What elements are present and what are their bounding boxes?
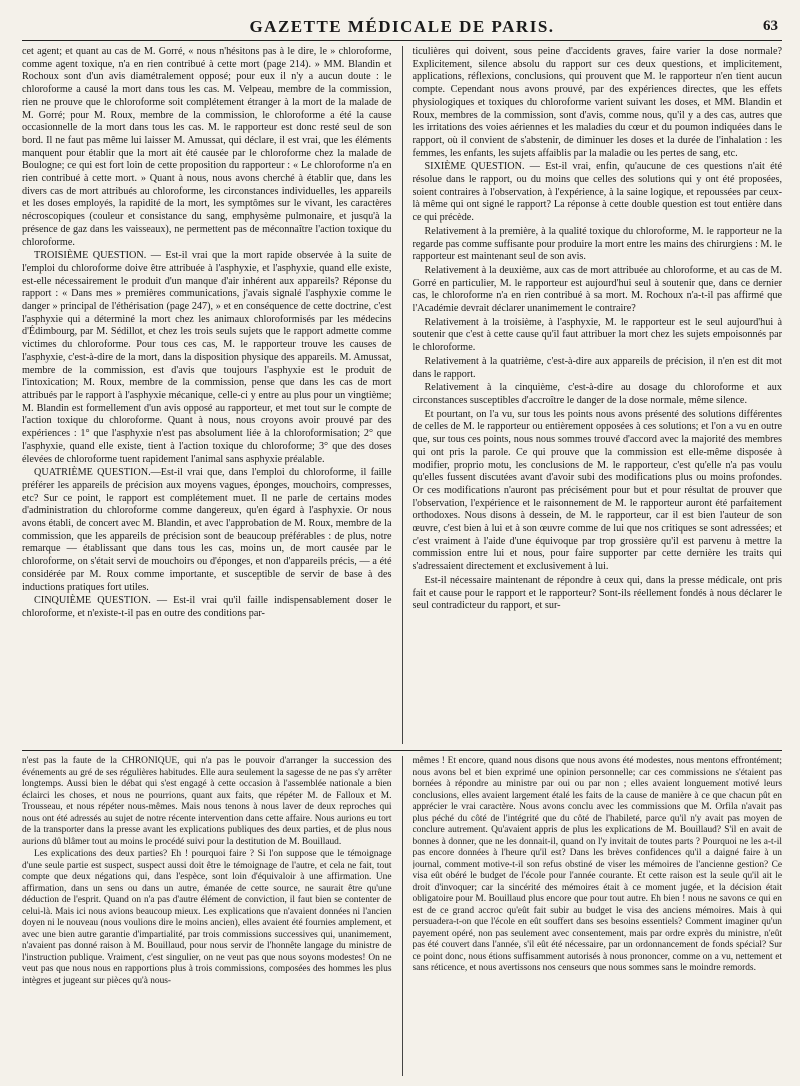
feuilleton-separator [22, 750, 782, 751]
chronique-section [22, 756, 782, 1076]
upper-right-column [413, 46, 783, 744]
paragraph: CINQUIÈME QUESTION. — Est-il vrai qu'il faille indispensablement doser le chloroforme, et n'existe-t-il pas en outre des conditions par- [22, 595, 392, 619]
page-number: 63 [763, 18, 778, 34]
column-divider [402, 46, 403, 744]
paragraph: Relativement à la première, à la qualité toxique du chloroforme, M. le rapporteur ne la regarde pas comme suffisante pour produire la mort entre les mains des chirurgiens : M. le rapporteur est maintenant seul de son avis. [412, 225, 782, 263]
paragraph: TROISIÈME QUESTION. — Est-il vrai que la mort rapide observée à la suite de l'emploi du chloroforme doive être attribuée à l'asphyxie, et l'asphyxie, quand elle existe, est-elle nécessairement le produit d'un manque d'air inhérent aux appareils? Réponse du rapport : « Dans mes » premières communications, j'avais signalé l'asphyxie comme le danger » principal de l'éthérisation (page 247), » et en conséquence de cette doctrine, c'est l'asphyxie qui a déterminé la mort chez les animaux chloroformisés par les médecins d'Édimbourg, par M. Sédillot, et chez les trois seuls sujets que le rapport admette comme victimes du chloroforme. Pour tous ces cas, M. le rapporteur trouve les causes de l'asphyxie, c'est-à-dire de la mort, dans la disposition physique des appareils. M. Amussat, membre de la commission, est d'avis que toujours l'asphyxie est le produit de l'intoxication; M. Roux, membre de la commission, pense que dans les cas de mort attribués par le rapport à l'asphyxie mécanique, celle-ci y entre au plus pour un vingtième; M. Blandin est formellement d'un avis opposé au rapporteur, et met tout sur le compte de l'action toxique du chloroforme. Quant à nous, nous croyons avoir prouvé par des expériences : 1° que l'asphyxie n'est pas absolument liée à la chloroformisation; 2° que l'asphyxie, quand elle existe, tient à l'action toxique du chloroforme; 3° que des doses élevées de chloroforme tuent rapidement l'animal sans asphyxie préalable. [22, 250, 392, 465]
paragraph: Relativement à la quatrième, c'est-à-dire aux appareils de précision, il n'en est dit mot dans le rapport. [412, 355, 782, 380]
paragraph: mêmes ! Et encore, quand nous disons que nous avons été modestes, nous mentons effrontément; nous avons bel et bien exprimé une opinion personnelle; car ces commissions ne s'étaient pas bornées à répondre au ministre par oui ou par non ; elles avaient longuement motivé leurs conclusions, elles avaient largement étalé les faits de la cause de manière à ce que chacun pût en apprécier le vrai caractère. Nous avons conclu avec les commissions que M. Orfila n'avait pas plus péché du côté de l'intégrité que du côté de l'habileté, parce qu'il n'y avait pas moyen de conclure autrement. Qu'avaient appris de plus les explications de M. Bouillaud? S'il en avait de bonnes à donner, que ne les donnait-il, quand on l'y invitait de toutes parts ? Pourquoi ne les a-t-il pas encore données à l'heure qu'il est? Dans les brèves confidences qu'il a daigné faire à un journal, comment motive-t-il son refus obstiné de viser les mémoires de l'ancienne gestion? Ce visa eût obéré le budget de l'école pour l'année courante. Et cette raison est la seule qu'il ait le droit d'invoquer; car la sincérité des mémoires était à ce moment jugée, et la décision était obligatoire pour M. Bouillaud plus encore que pour tout autre. Eh bien ! nous ne savons ce qui en est de ce grand accroc qu'eût fait subir au budget le visa des anciens mémoires. Mais à qui persuadera-t-on que l'école en eût souffert dans ses besoins essentiels? Comment imaginer qu'un payement opéré, non pas seulement avec consentement, mais par ordre exprès du ministre, n'eût pas été couvert dans l'année, s'il eût été nécessaire, par un ordonnancement de fonds spécial? Sur ce point donc, nous étions suffisamment autorisés à nous prononcer, comme on a vu, nettement et sans réticence, et nous avertissons nos censeurs que nous sommes sans le moindre remords. [412, 756, 782, 973]
upper-left-column [22, 46, 392, 744]
paragraph: Relativement à la cinquième, c'est-à-dire au dosage du chloroforme et aux circonstances susceptibles d'accroître le danger de la dose normale, même silence. [412, 382, 782, 406]
paragraph: SIXIÈME QUESTION. — Est-il vrai, enfin, qu'aucune de ces questions n'ait été résolue dans le rapport, ou du moins que celles des solutions qui y ont été proposées, soient contraires à l'observation, à l'expérience, à la saine logique, et repoussées par ceux-là même qui ont signé le rapport? La réponse à cette double question est tout entière dans ce qui précède. [412, 161, 782, 224]
paragraph: n'est pas la faute de la CHRONIQUE, qui n'a pas le pouvoir d'arranger la succession des événements au gré de ses régulières habitudes. Elle aura seulement la sagesse de ne pas s'y arrêter longtemps. Aussi bien le débat qui s'est engagé à cette occasion à l'assemblée nationale a bien éclairci les choses, et nous ne pourrions, quant aux faits, que répéter M. de Falloux et M. Trousseau, et nous répéter nous-mêmes. Mais nous tenons à nous laver de deux reproches qui nous ont été adressés au sujet de notre récente intervention dans cette affaire. Nous aurions eu tort de la transporter dans la presse avant les explications publiques des deux parties, et de plus nous aurions dû blâmer tout au moins le procédé suivi pour la destitution de M. Bouillaud. [22, 756, 392, 847]
paragraph: Relativement à la deuxième, aux cas de mort attribuée au chloroforme, et au cas de M. Gorré en particulier, M. le rapporteur est aujourd'hui seul à soutenir que, dans ce dernier cas, le chloroforme n'a en rien contribué à sa mort. M. Rochoux n'a-t-il pas affirmé que l'Académie devrait déclarer unanimement le contraire? [412, 264, 782, 315]
paragraph: ticulières qui doivent, sous peine d'accidents graves, faire varier la dose normale? Explicitement, silence absolu du rapport sur ces deux questions, et implicitement, applications, réflexions, conclusions, qui prouvent que M. le rapporteur n'en tient aucun compte. Cependant nous avons prouvé, par des expériences directes, que les effets physiologiques et toxiques du chloroforme varient suivant les doses, et MM. Blandin et Roux, membres de la commission, sont d'avis, comme nous, qu'il y a des cas, autres que les irritations des voies aériennes et les maladies du cœur et du poumon indiquées dans le rapport, où il convient de s'abstenir, de diminuer les doses et la durée de l'inhalation : les femmes, les enfants, les sujets affaiblis par la maladie ou les pertes de sang, etc. [412, 46, 782, 159]
lower-right-column [413, 756, 783, 1076]
paragraph: cet agent; et quant au cas de M. Gorré, « nous n'hésitons pas à le dire, le » chloroforme, comme agent toxique, n'a en rien contribué à cette mort (page 214). » MM. Blandin et Rochoux sont d'un avis diamétralement opposé; pour eux il n'y a aucun doute : le chloroforme a causé la mort dans tous les cas. M. Velpeau, membre de la commission, rien ne prouve que le chloroforme soit complétement étranger à la mort de la malade de M. Gorré; pour M. Roux, membre de la commission, le chloroforme a été la cause occasionnelle de la mort dans tous les cas. M. le rapporteur est donc resté seul de son bord. Il ne faut pas même lui laisser M. Amussat, qui déclare, il est vrai, que les éléments manquent pour établir que la mort ait été causée par le chloroforme chez la malade de Boulogne; ce qui est fort loin de cette proposition du rapporteur : « Le chloroforme n'a en rien contribué à cette mort. » Quant à nous, nous avons cherché à établir que, dans les divers cas de mort attribués au chloroforme, les circonstances individuelles, les appareils et les doses employés, la rapidité de la mort, les symptômes sur le vivant, les caractères nécroscopiques (couleur et consistance du sang, emphysème pulmonaire, et jusqu'à la présence de gaz dans les vaisseaux), ne permettent pas de méconnaître l'action toxique du chloroforme. [22, 46, 392, 248]
paragraph: Les explications des deux parties? Eh ! pourquoi faire ? Si l'on suppose que le témoignage d'une seule partie est suspect, suspect aussi doit être le témoignage de l'autre, et cela ne fait, tout compte que deux négations qui, dans l'espèce, sont loin d'équivaloir à une affirmation. Une affirmation, dans un sens ou dans un autre, émanée de cette source, ne saurait être qu'une déduction de l'esprit. Quand on n'a pas d'autre élément de conviction, il faut bien se contenter de celui-là. Mais ici nous avions beaucoup mieux. Les explications que n'avaient données ni l'ancien doyen ni le nouveau (nous voulions dire le moins ancien), elles avaient été fournies amplement, et avec une bien autre garantie d'impartialité, par trois commissions successives qui, unanimement, n'avaient pas donné raison à M. Bouillaud, pour nous servir de l'honnête langage du ministre de l'instruction publique. Vraiment, c'est singulier, on ne veut pas que nous soyons modestes! On ne veut pas que nous nous en rapportions plus à trois commissions, composées des hommes les plus intègres et jugeant sur pièces qu'à nous- [22, 849, 392, 986]
paragraph: Relativement à la troisième, à l'asphyxie, M. le rapporteur est le seul aujourd'hui à soutenir que c'est à cette cause qu'il faut attribuer la mort chez les sujets empoisonnés par le chloroforme. [412, 316, 782, 354]
paragraph: Et pourtant, on l'a vu, sur tous les points nous avons présenté des solutions différentes de celles de M. le rapporteur ou entièrement opposées à ces solutions; et l'on a vu en outre que, sur tous ces points, nous nous sommes trouvé d'accord avec la majorité des membres qui ont pris la parole. Ce qui prouve que la commission est elle-même disposée à modifier, proprio motu, les conclusions de M. le rapporteur, c'est qu'elle n'a pas voulu qu'elles fussent discutées avant d'avoir subi des modifications plus ou moins profondes. Or ces modifications n'auront pas précisément pour but et pour résultat de prouver que l'observation, l'expérience et le raisonnement de M. le rapporteur auront été parfaitement orthodoxes. Nous disons à dessein, de M. le rapporteur, car il est bien l'auteur de son œuvre, c'est bien à lui et à son œuvre comme de lui que nos critiques se sont adressées; et c'est vraiment à l'aide d'une équivoque par trop grossière qu'il est parvenu à mettre la commission entre lui et nous, pour faire supporter par cette dernière les traits qui s'adressaient directement et exclusivement à lui. [412, 408, 782, 573]
lower-left-column [22, 756, 392, 1076]
paragraph: QUATRIÈME QUESTION.—Est-il vrai que, dans l'emploi du chloroforme, il faille préférer les appareils de précision aux moyens vagues, éponges, mouchoirs, compresses, etc? Sur ce point, le rapport est complétement muet. Il ne parle de certains modes d'administration du chloroforme comme dangereux, qu'en égard à l'asphyxie. Or nous avons établi, de concert avec M. Blandin, et avec l'approbation de M. Roux, membre de la commission, que les appareils de précision sont de beaucoup préférables : de plus, notre remarque — établissant que dans tous les cas, moins un, de mort causée par le chloroforme, on s'était servi de mouchoirs ou d'éponges, et non d'appareils précis, — a été considérée par M. Roux comme importante, et susceptible de servir de base à des inductions pratiques fort utiles. [22, 467, 392, 593]
column-divider [402, 756, 403, 1076]
page-header [22, 14, 782, 41]
newspaper-page [22, 14, 782, 1078]
paragraph: Est-il nécessaire maintenant de répondre à ceux qui, dans la presse médicale, ont pris fait et cause pour le rapport et le rapporteur? Sont-ils réellement fondés à nous déclarer le seul contradicteur du rapport, et sur- [412, 574, 782, 612]
journal-title: GAZETTE MÉDICALE DE PARIS. [249, 17, 555, 36]
main-article [22, 46, 782, 744]
